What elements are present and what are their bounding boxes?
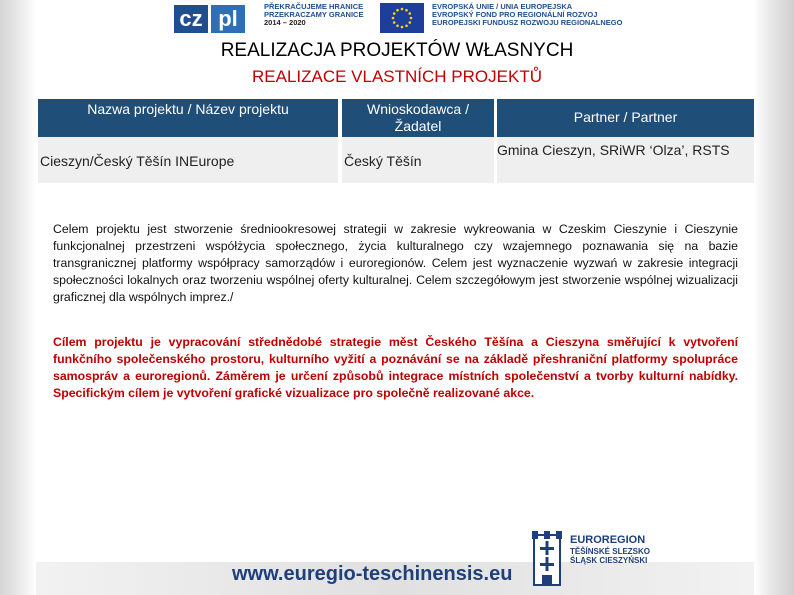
programme-text <box>264 3 363 28</box>
table-cell-applicant: Český Těšín <box>342 137 494 183</box>
euroregion-line: ŚLĄSK CIESZYŃSKI <box>570 556 648 565</box>
euroregion-text <box>570 534 650 565</box>
footer-url-link[interactable]: www.euregio-teschinensis.eu <box>232 563 513 585</box>
eu-fund-text <box>432 3 622 28</box>
euroregion-line: TĚŠÍNSKÉ SLEZSKO <box>570 547 651 556</box>
right-side-band <box>754 0 794 595</box>
programme-line: PRZEKRACZAMY GRANICE <box>264 10 364 20</box>
table-cell-project-name: Cieszyn/Český Těšín INEurope <box>38 137 338 183</box>
page-title-cz: REALIZACE VLASTNÍCH PROJEKTŮ <box>251 67 542 86</box>
header-label: Wnioskodawca / Žadatel <box>367 101 469 134</box>
eu-flag-icon <box>380 3 424 33</box>
cz-logo-mark: cz <box>174 5 208 33</box>
header-label: Nazwa projektu / Název projektu <box>87 101 289 117</box>
header-label: Partner / Partner <box>573 109 678 125</box>
programme-line: PŘEKRAČUJEME HRANICE <box>264 2 364 11</box>
pl-logo-mark: pl <box>211 5 245 33</box>
programme-years: 2014 – 2020 <box>264 18 306 28</box>
description-polish: Celem projektu jest stworzenie średniookresowej strategii w zakresie wykreowania w Czeskim Cieszynie i Cieszynie funkcjonalnej przestrzeni współżycia społecznego, życia kulturalnego czy wzajemnego poznawania się na bazie transgranicznej platformy współpracy samorządów i euroregionów. Celem jest wyznaczenie wyzwań w zakresie integracji społeczności lokalnych oraz tworzeniu wspólnej oferty kulturalnej. Celem szczegółowym jest stworzenie wspólnej wizualizacji graficznej dla wspólnych imprez./ <box>53 222 738 304</box>
euroregion-title: EUROREGION <box>570 534 646 546</box>
czpl-logo <box>174 4 245 34</box>
description-czech: Cílem projektu je vypracování střednědobé strategie měst Českého Těšína a Cieszyna směřující k vytvoření funkčního společenského prostoru, kulturního vyžití a poznávání se na základě přeshraniční platformy spolupráce samospráv a euroregionů. Záměrem je určení způsobů integrace místních společenství a tvorby kulturní nabídky. Specifickým cílem je vytvoření grafické vizualizace pro společně realizované akce. <box>53 335 738 400</box>
header-logo-bar <box>168 0 638 37</box>
left-side-band <box>0 0 36 595</box>
table-header-partner <box>497 99 754 137</box>
page-title-pl: REALIZACJA PROJEKTÓW WŁASNYCH <box>220 40 574 61</box>
eu-line: EUROPEJSKI FUNDUSZ ROZWOJU REGIONALNEGO <box>432 18 623 28</box>
euroregion-logo-icon <box>530 529 564 591</box>
table-header-applicant <box>342 99 494 137</box>
table-cell-partner: Gmina Cieszyn, SRiWR ‘Olza’, RSTS <box>497 137 754 183</box>
table-header-project-name <box>38 99 338 137</box>
eu-line: EVROPSKÝ FOND PRO REGIONÁLNÍ ROZVOJ <box>432 10 598 20</box>
eu-line: EVROPSKÁ UNIE / UNIA EUROPEJSKA <box>432 2 573 11</box>
